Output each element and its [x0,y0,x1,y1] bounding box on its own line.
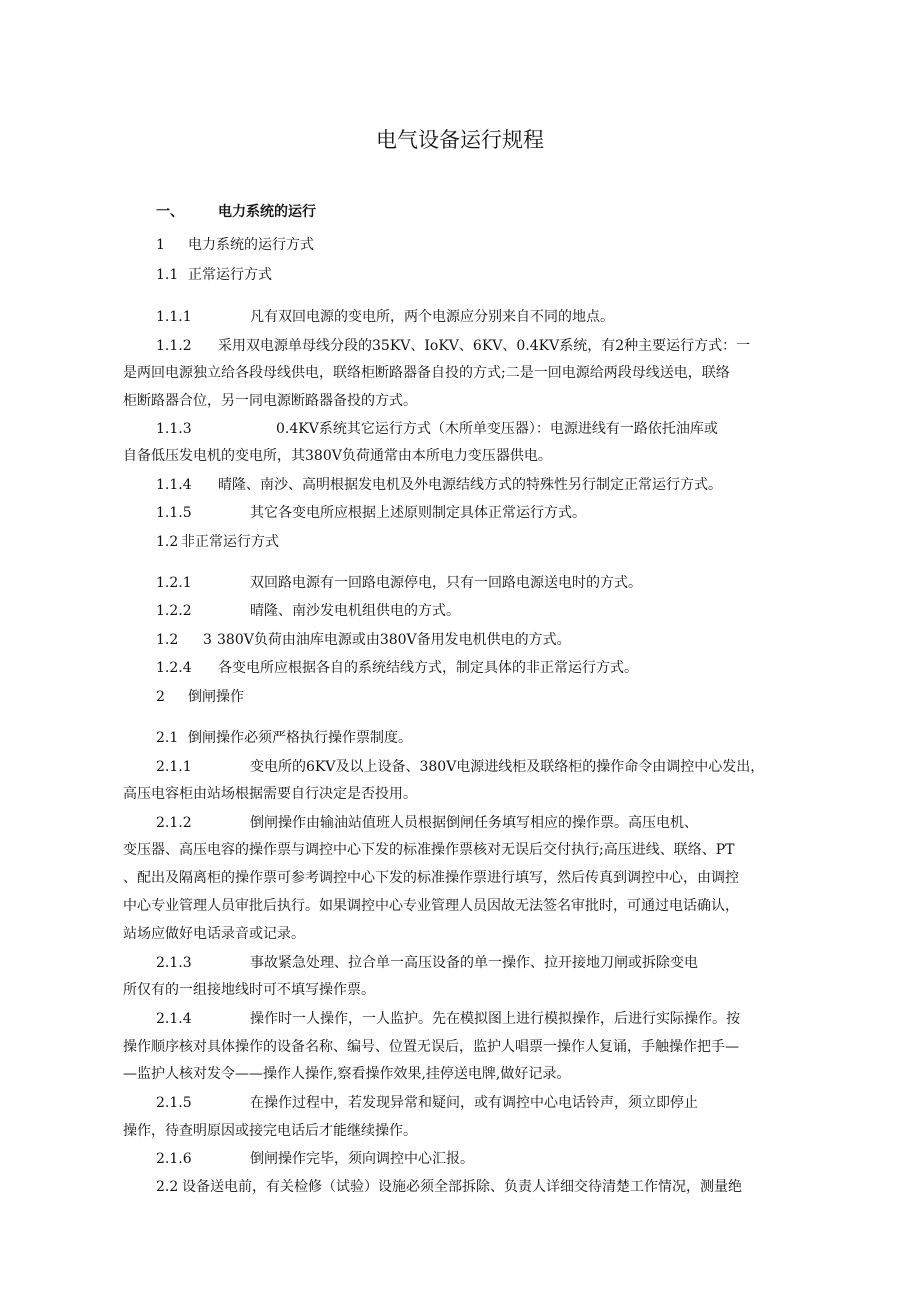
paragraph-text: 事故紧急处理、拉合单一高压设备的单一操作、拉开接地刀闸或拆除变电 [250,955,698,971]
paragraph-text: 380V负荷由油库电源或由380V备用发电机供电的方式。 [217,632,571,648]
paragraph-number: 1.2.4 [156,660,192,676]
paragraph-text: 倒闸操作必须严格执行操作票制度。 [188,730,412,746]
paragraph-text: 设备送电前，有关检修（试验）设施必须全部拆除、负责人详细交待清楚工作情况，测量绝 [182,1179,742,1195]
paragraph-number: 1.1.3 [156,421,192,437]
paragraph-continuation: —监护人核对发令——操作人操作,察看操作效果,挂停送电牌,做好记录。 [123,1066,571,1082]
paragraph-number: 2 [156,689,165,705]
paragraph-text: 0.4KV系统其它运行方式（木所单变压器）：电源进线有一路依托油库或 [276,421,718,437]
paragraph-continuation: 变压器、高压电容的操作票与调控中心下发的标准操作票核对无误后交付执行;高压进线、联络、PT [123,842,735,858]
paragraph-1-1-1 [156,308,614,326]
paragraph-1-2-2 [156,602,460,620]
paragraph-number: 1.2 [156,632,179,648]
paragraph-continuation: 所仅有的一组接地线时可不填写操作票。 [123,982,375,998]
paragraph-continuation: 操作顺序核对具体操作的设备名称、编号、位置无误后，监护人唱票一操作人复诵，手触操作把手— [123,1039,739,1055]
paragraph-1-2-4 [156,659,638,677]
paragraph-1-1-5 [156,504,586,522]
paragraph-1-1-4 [156,476,722,494]
section-heading [156,201,316,221]
paragraph-number: 1.2.2 [156,603,192,619]
paragraph-text: 非正常运行方式 [181,534,279,550]
paragraph-text: 采用双电源单母线分段的35KV、IoKV、6KV、0.4KV系统，有2种主要运行方式：一 [218,338,751,354]
paragraph-text: 在操作过程中，若发现异常和疑问，或有调控中心电话铃声，须立即停止 [250,1095,698,1111]
paragraph-2-1-3 [156,954,698,972]
paragraph-text: 操作时一人操作，一人监护。先在模拟图上进行模拟操作，后进行实际操作。按 [250,1011,740,1027]
document-title: 电气设备运行规程 [376,128,544,152]
paragraph-text: 其它各变电所应根据上述原则制定具体正常运行方式。 [250,505,586,521]
paragraph-number: 2.1.2 [156,815,192,831]
paragraph-1-2-3 [156,631,571,649]
paragraph-2-1-6 [156,1150,474,1168]
paragraph-continuation: 自备低压发电机的变电所，其380V负荷通常由本所电力变压器供电。 [123,448,552,464]
paragraph-continuation: 中心专业管理人员审批后执行。如果调控中心专业管理人员因故无法签名审批时，可通过电话确认， [123,898,739,914]
paragraph-text: 电力系统的运行方式 [188,237,314,253]
section-title: 电力系统的运行 [218,204,316,220]
paragraph-1-1-3 [156,420,718,438]
paragraph-1-2-1 [156,574,642,592]
paragraph-2-2 [156,1178,742,1196]
paragraph-number: 2.1 [156,730,179,746]
paragraph-number: 1.1 [156,267,179,283]
paragraph-continuation: 操作，待查明原因或接完电话后才能继续操作。 [123,1123,417,1139]
paragraph-number: 2.1.4 [156,1011,192,1027]
paragraph-continuation: 是两回电源独立给各段母线供电，联络柜断路器备自投的方式;二是一回电源给两段母线送电，联络 [123,365,730,381]
paragraph-2-1 [156,729,412,747]
paragraph-2-1-2 [156,814,698,832]
paragraph-number: 1.2.1 [156,575,192,591]
paragraph-text: 倒闸操作由输油站值班人员根据倒闸任务填写相应的操作票。高压电机、 [250,815,698,831]
paragraph-text: 凡有双回电源的变电所，两个电源应分别来自不同的地点。 [250,309,614,325]
paragraph-number: 1.1.4 [156,477,192,493]
paragraph-text: 双回路电源有一回路电源停电，只有一回路电源送电时的方式。 [250,575,642,591]
paragraph-continuation: 站场应做好电话录音或记录。 [123,926,305,942]
paragraph-2-1-5 [156,1094,698,1112]
paragraph-text: 变电所的6KV及以上设备、380V电源进线柜及联络柜的操作命令由调控中心发出， [250,759,765,775]
paragraph-2-1-4 [156,1010,740,1028]
paragraph-1 [156,236,314,254]
paragraph-1-1-2 [156,337,750,355]
paragraph-number: 1.1.5 [156,505,192,521]
paragraph-number: 1 [156,237,165,253]
paragraph-number: 2.1.3 [156,955,192,971]
paragraph-text: 晴隆、南沙发电机组供电的方式。 [250,603,460,619]
paragraph-text: 各变电所应根据各自的系统结线方式，制定具体的非正常运行方式。 [218,660,638,676]
paragraph-continuation: 柜断路器合位，另一同电源断路器备投的方式。 [123,393,417,409]
paragraph-text: 倒闸操作 [188,689,244,705]
paragraph-number-suffix: 3 [203,632,212,648]
paragraph-number: 2.1.6 [156,1151,192,1167]
paragraph-number: 1.2 [156,534,179,550]
paragraph-number: 1.1.1 [156,309,192,325]
paragraph-text: 正常运行方式 [188,267,272,283]
paragraph-2-1-1 [156,758,764,776]
paragraph-continuation: 高压电容柜由站场根据需要自行决定是否投用。 [123,786,417,802]
paragraph-text: 倒闸操作完毕，须向调控中心汇报。 [250,1151,474,1167]
paragraph-number: 2.1.5 [156,1095,192,1111]
paragraph-1-2 [156,533,279,551]
paragraph-number: 1.1.2 [156,338,192,354]
paragraph-continuation: 、配出及隔离柜的操作票可参考调控中心下发的标准操作票进行填写，然后传真到调控中心，由调控 [123,870,739,886]
paragraph-2 [156,688,244,706]
section-number: 一、 [156,204,184,220]
paragraph-number: 2.2 [156,1179,179,1195]
paragraph-number: 2.1.1 [156,759,192,775]
paragraph-1-1 [156,266,272,284]
paragraph-text: 晴隆、南沙、高明根据发电机及外电源结线方式的特殊性另行制定正常运行方式。 [218,477,722,493]
